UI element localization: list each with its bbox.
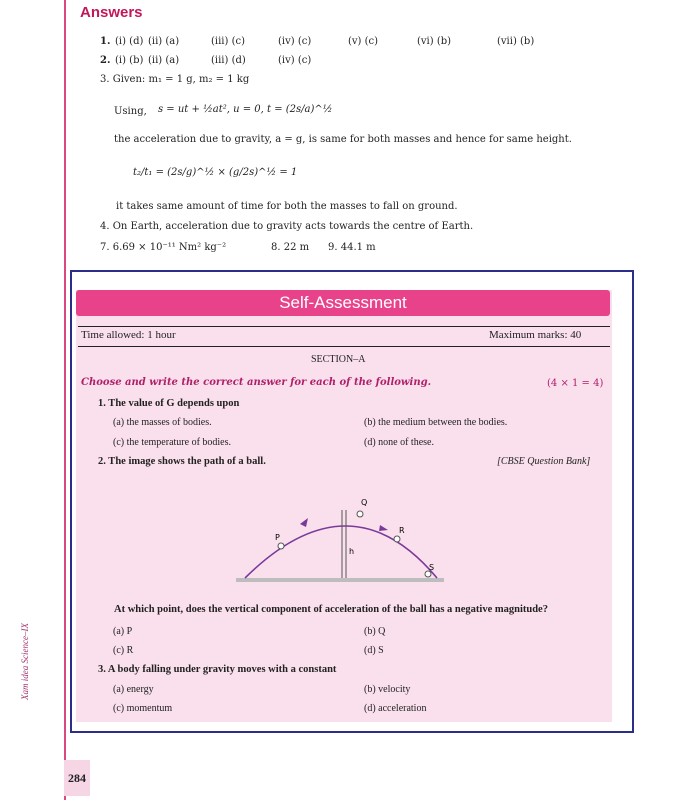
answer-item: (ii) (a) [148, 55, 180, 66]
acceleration-text: the acceleration due to gravity, a = g, is same for both masses and hence for same height. [114, 134, 572, 145]
answer-item: (iv) (c) [278, 36, 312, 47]
q3-option-d: (d) acceleration [364, 703, 427, 714]
using-label: Using, [114, 106, 147, 117]
answer-9: 9. 44.1 m [328, 242, 376, 253]
self-assessment-title: Self-Assessment [76, 290, 610, 316]
answer-7: 7. 6.69 × 10⁻¹¹ Nm² kg⁻² [100, 242, 227, 253]
section-heading: SECTION–A [311, 354, 366, 365]
same-time-text: it takes same amount of time for both the masses to fall on ground. [116, 201, 458, 212]
q3-option-c: (c) momentum [113, 703, 173, 714]
instruction-marks: (4 × 1 = 4) [547, 378, 604, 389]
label-r: R [399, 526, 405, 535]
q2-option-b: (b) Q [364, 626, 386, 637]
answers-heading: Answers [80, 4, 143, 21]
answer-item: (iii) (c) [211, 36, 245, 47]
arrow-up [300, 518, 308, 527]
question-2-prompt: At which point, does the vertical component of acceleration of the ball has a negative magnitude? [114, 604, 548, 615]
answer-item: (i) (d) [115, 36, 144, 47]
label-s: S [429, 563, 435, 572]
left-margin-line [64, 0, 66, 800]
q3-option-a: (a) energy [113, 684, 154, 695]
q3-option-b: (b) velocity [364, 684, 411, 695]
kinematics-formula: s = ut + ½at², u = 0, t = (2s/a)^½ [158, 104, 333, 115]
label-q: Q [361, 498, 368, 507]
answer-4: 4. On Earth, acceleration due to gravity acts towards the centre of Earth. [100, 221, 474, 232]
answer-number: 1. [100, 36, 111, 47]
point-p-marker [278, 543, 284, 549]
time-allowed: Time allowed: 1 hour [81, 329, 176, 341]
answer-item: (vii) (b) [497, 36, 535, 47]
q2-option-a: (a) P [113, 626, 133, 637]
answer-item: (v) (c) [348, 36, 379, 47]
answer-item: (i) (b) [115, 55, 144, 66]
q2-option-c: (c) R [113, 645, 134, 656]
q1-option-c: (c) the temperature of bodies. [113, 437, 232, 448]
question-1: 1. The value of G depends upon [98, 398, 240, 409]
ball-path [245, 526, 437, 578]
q1-option-b: (b) the medium between the bodies. [364, 417, 508, 428]
answer-3-given: 3. Given: m₁ = 1 g, m₂ = 1 kg [100, 74, 250, 85]
book-side-label: Xam idea Science–IX [20, 623, 30, 700]
ground-line [236, 578, 444, 582]
q1-option-d: (d) none of these. [364, 437, 434, 448]
question-source: [CBSE Question Bank] [497, 456, 591, 467]
page-number: 284 [64, 760, 90, 796]
point-q-marker [357, 511, 363, 517]
answer-number: 2. [100, 55, 111, 66]
answer-item: (ii) (a) [148, 36, 180, 47]
divider-top [78, 326, 610, 327]
point-r-marker [394, 536, 400, 542]
question-3: 3. A body falling under gravity moves with a constant [98, 664, 337, 675]
instruction-text: Choose and write the correct answer for each of the following. [81, 377, 432, 388]
answer-item: (iv) (c) [278, 55, 312, 66]
answer-8: 8. 22 m [271, 242, 310, 253]
question-2: 2. The image shows the path of a ball. [98, 456, 266, 467]
q1-option-a: (a) the masses of bodies. [113, 417, 212, 428]
answer-item: (iii) (d) [211, 55, 246, 66]
projectile-diagram [230, 494, 450, 588]
label-p: P [275, 533, 280, 542]
label-h: h [349, 547, 355, 556]
time-ratio-formula: t₂/t₁ = (2s/g)^½ × (g/2s)^½ = 1 [133, 167, 298, 178]
answer-item: (vi) (b) [417, 36, 452, 47]
arrow-down [379, 525, 388, 531]
divider-bottom [78, 346, 610, 347]
q2-option-d: (d) S [364, 645, 384, 656]
maximum-marks: Maximum marks: 40 [489, 329, 582, 341]
